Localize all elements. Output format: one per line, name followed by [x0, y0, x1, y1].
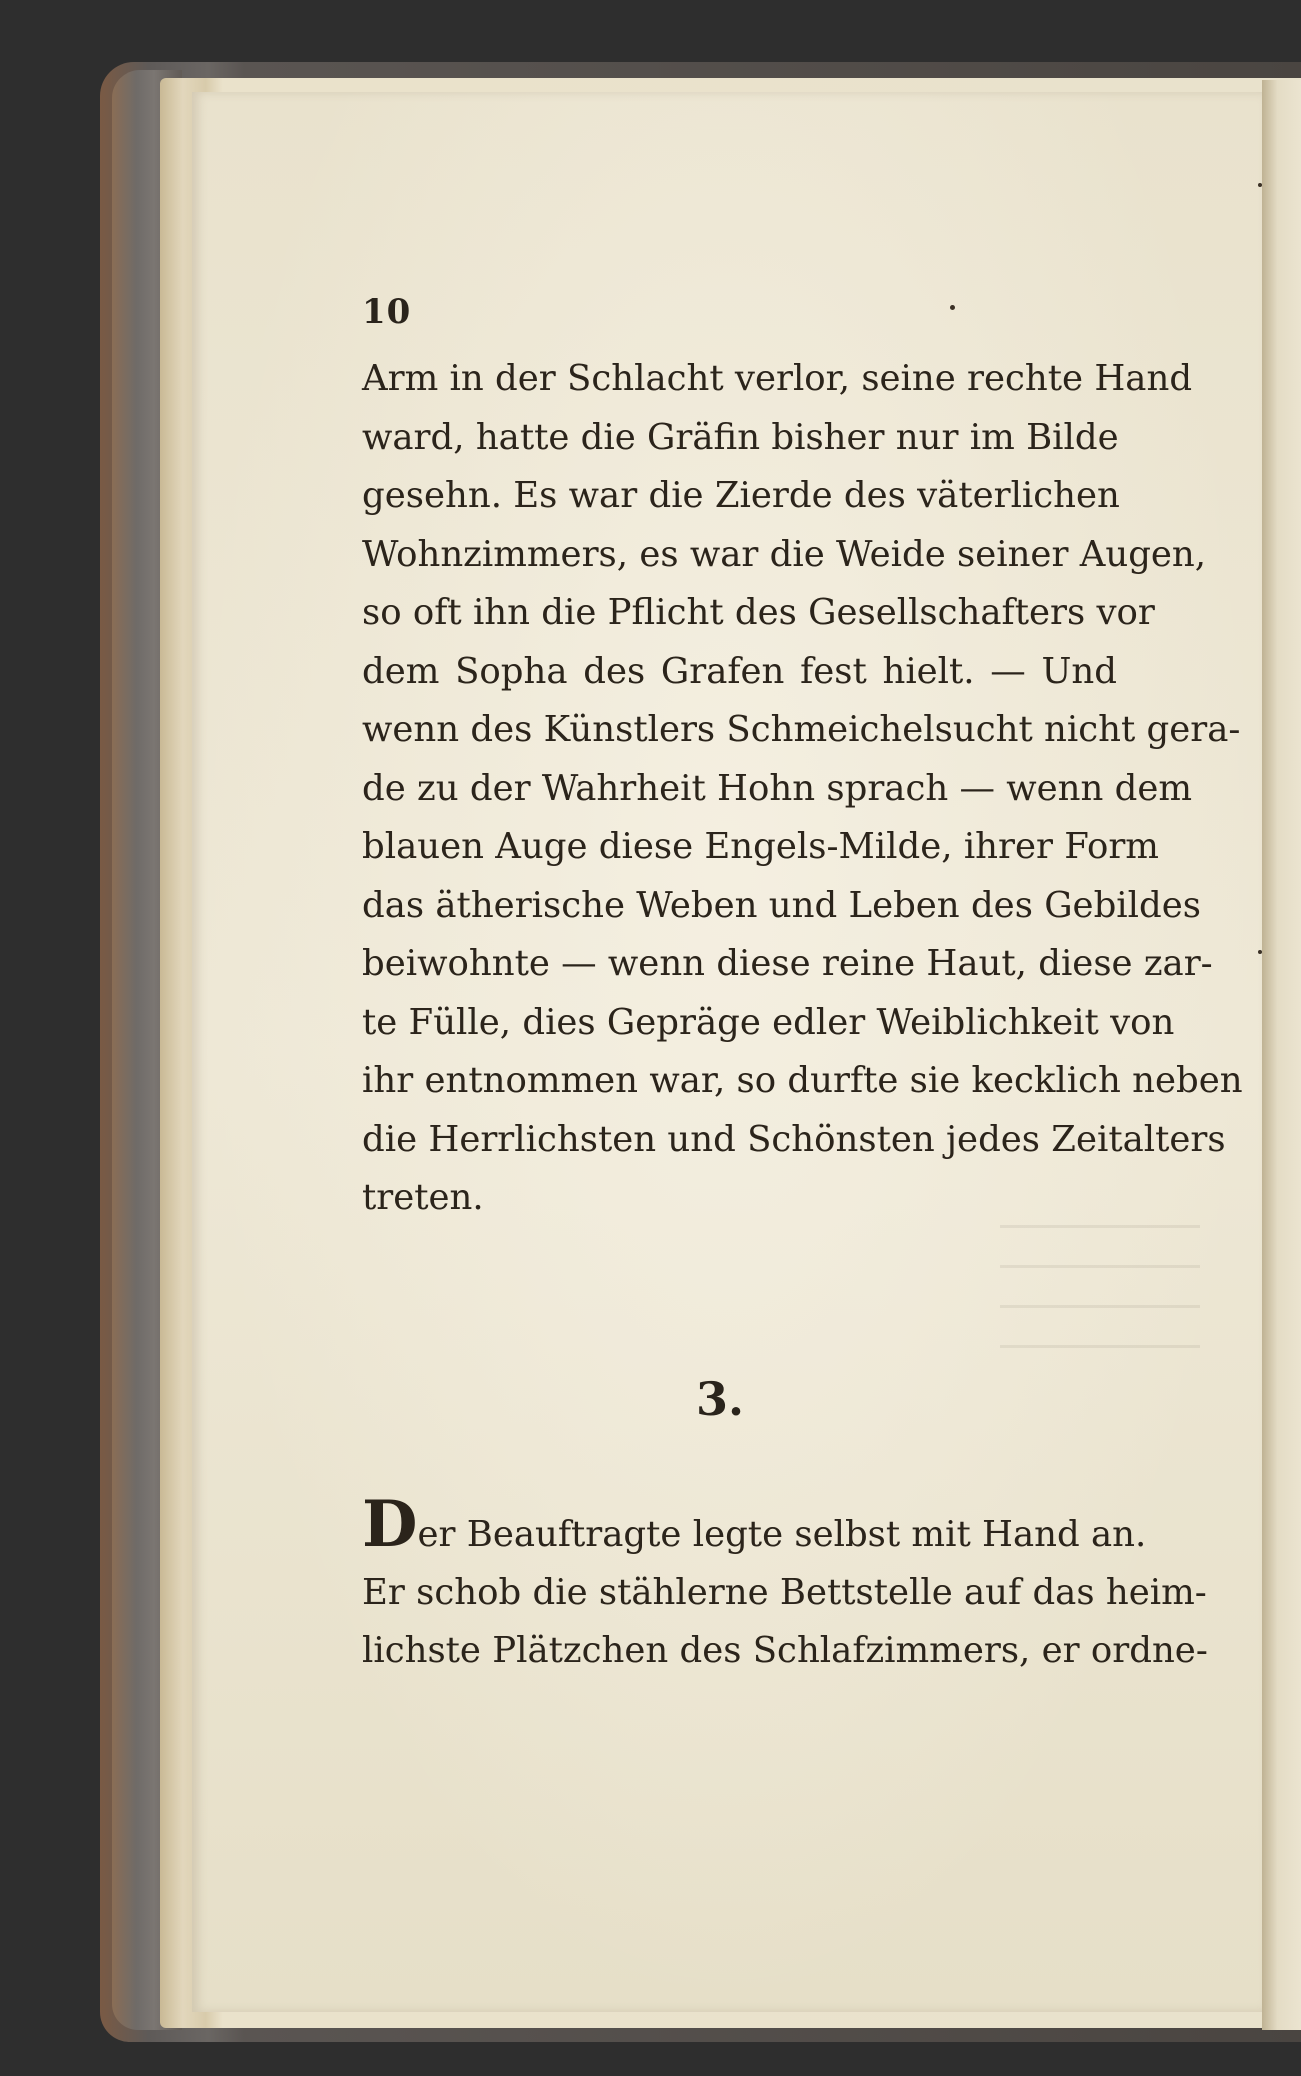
text-line: ihr entnommen war, so durfte sie kecklich neben — [362, 1060, 1243, 1101]
text-line: treten. — [362, 1177, 484, 1218]
text-line: das ätherische Weben und Leben des Gebildes — [362, 884, 1201, 926]
text-line: beiwohnte — wenn diese reine Haut, diese zar- — [362, 943, 1213, 984]
paper-speck — [1258, 950, 1262, 954]
drop-cap: D — [362, 1487, 418, 1562]
text-line: Arm in der Schlacht verlor, seine rechte Hand — [362, 358, 1193, 399]
text-line: gesehn. Es war die Zierde des väterlichen — [362, 475, 1120, 516]
text-line: ward, hatte die Gräfin bisher nur im Bilde — [362, 416, 1119, 458]
paper-speck — [950, 305, 955, 310]
text-line: de zu der Wahrheit Hohn sprach — wenn dem — [362, 767, 1193, 809]
page-number: 10 — [362, 292, 412, 332]
show-through-text — [1000, 1225, 1200, 1365]
facing-page-edge — [1262, 80, 1301, 2030]
text-line-rest: er Beauftragte legte selbst mit Hand an. — [417, 1514, 1147, 1555]
text-line: lichste Plätzchen des Schlafzimmers, er ordne- — [362, 1630, 1208, 1671]
text-line: so oft ihn die Pflicht des Gesellschafters vor — [362, 592, 1155, 633]
text-line — [362, 1487, 1147, 1564]
text-line: te Fülle, dies Gepräge edler Weiblichkeit von — [362, 1001, 1175, 1043]
text-line: Er schob die stählerne Bettstelle auf das heim- — [362, 1571, 1207, 1613]
text-line: dem Sopha des Grafen fest hielt. — Und — [362, 650, 1117, 692]
text-line: Wohnzimmers, es war die Weide seiner Augen, — [362, 533, 1207, 575]
chapter-number: 3. — [695, 1372, 745, 1426]
text-line: blauen Auge diese Engels-Milde, ihrer Form — [362, 826, 1159, 867]
paragraph — [362, 350, 1243, 1228]
text-line: wenn des Künstlers Schmeichelsucht nicht gera- — [362, 709, 1241, 750]
chapter-paragraph — [362, 1487, 1208, 1681]
paper-speck — [1258, 183, 1262, 187]
text-line: die Herrlichsten und Schönsten jedes Zeitalters — [362, 1118, 1226, 1160]
